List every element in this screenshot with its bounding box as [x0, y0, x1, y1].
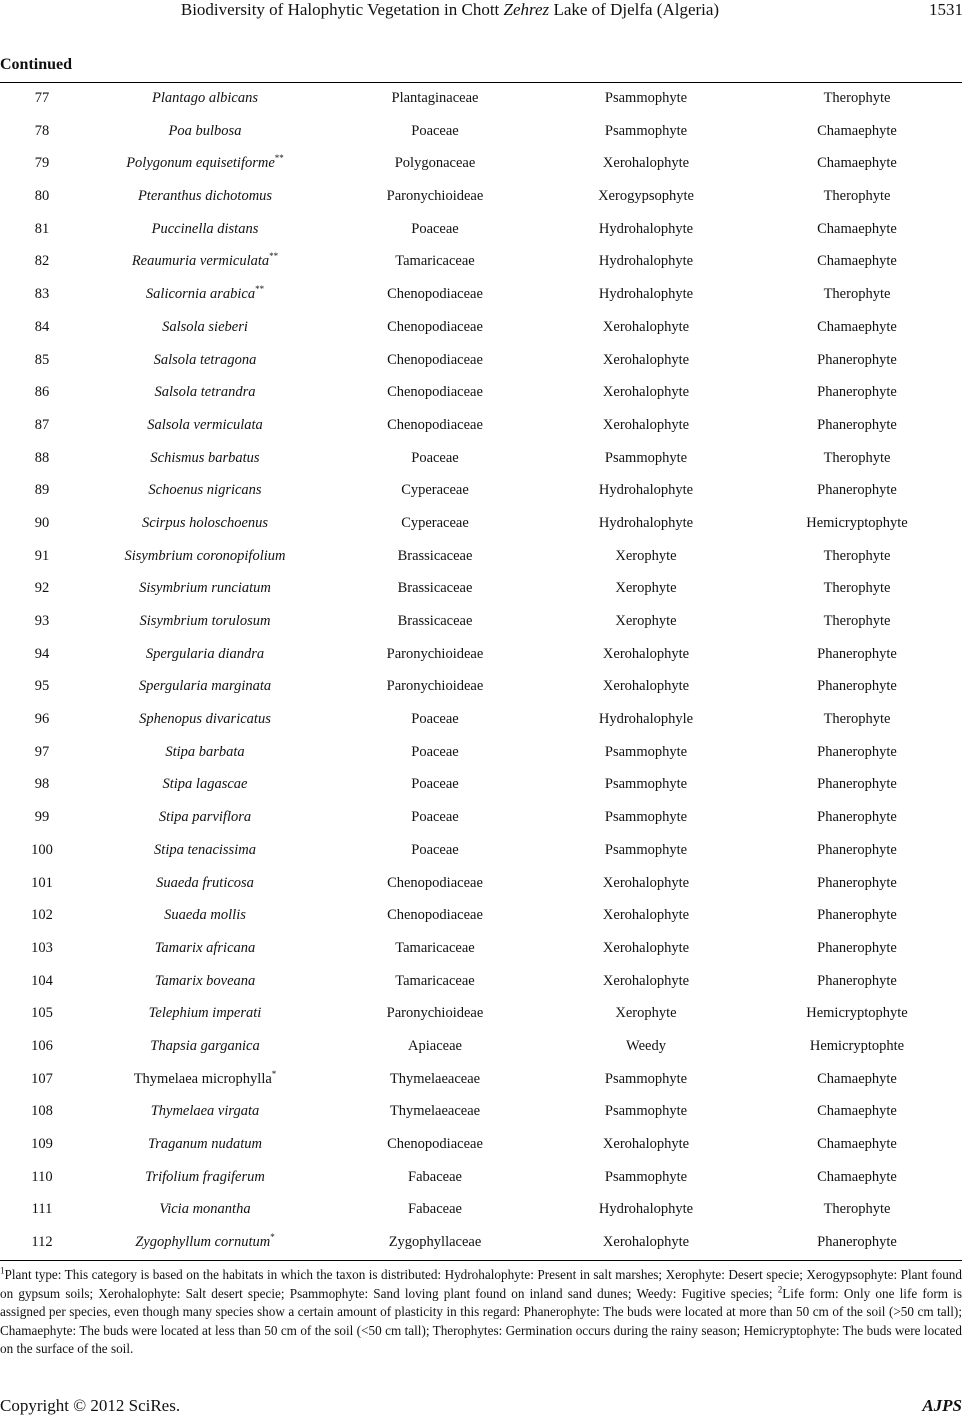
plant-type: Hydrohalophyte: [598, 514, 694, 531]
family: Thymelaeaceae: [389, 1070, 481, 1087]
species-name: Trifolium fragiferum: [145, 1168, 265, 1185]
family: Poaceae: [411, 711, 459, 728]
species-name: Polygonum equisetiforme: [126, 155, 275, 172]
species-name: Sphenopus divaricatus: [139, 711, 271, 728]
life-form: Chamaephyte: [817, 1136, 897, 1152]
page-footer: [0, 1396, 962, 1416]
row-number: 96: [34, 711, 50, 728]
species-name-cell: [85, 646, 325, 663]
family: Poaceae: [411, 776, 459, 793]
family: Chenopodiaceae: [387, 874, 483, 891]
life-form: Phanerophyte: [817, 645, 897, 662]
table-row: [0, 313, 962, 346]
plant-type: Psammophyte: [604, 809, 688, 826]
row-number: 99: [34, 809, 50, 826]
table-row: [0, 607, 962, 640]
life-form: Hemicryptophte: [809, 1037, 905, 1054]
life-form: Phanerophyte: [817, 384, 897, 401]
plant-type: Psammophyte: [604, 743, 688, 760]
table-row: [0, 901, 962, 934]
table-row: [0, 803, 962, 836]
species-name: Salsola vermiculata: [147, 416, 263, 433]
plant-type: Xerohalophyte: [602, 416, 690, 433]
life-form: Chamaephyte: [817, 1103, 897, 1120]
family: Poaceae: [411, 841, 459, 858]
table-bottom-rule: [0, 1260, 962, 1261]
life-form: Chamaephyte: [817, 253, 897, 270]
life-form: Phanerophyte: [817, 874, 897, 891]
row-number: 94: [34, 645, 50, 662]
plant-type: Xerophyte: [615, 547, 677, 564]
row-number: 86: [34, 384, 50, 401]
species-name-cell: [85, 221, 325, 238]
family: Tamaricaceae: [395, 939, 475, 956]
family: Apiaceae: [408, 1037, 462, 1054]
plant-type: Xerohalophyte: [602, 645, 690, 662]
species-name: Thymelaea virgata: [150, 1103, 260, 1120]
family: Brassicaceae: [397, 580, 473, 597]
family: Poaceae: [411, 743, 459, 760]
species-name-cell: [85, 352, 325, 369]
plant-type: Hydrohalophyle: [598, 711, 694, 728]
row-number: 92: [34, 580, 50, 597]
family: Paronychioideae: [386, 1005, 484, 1022]
table-row: [0, 476, 962, 509]
family: Paronychioideae: [386, 645, 484, 662]
species-name: Zygophyllum cornutum: [135, 1234, 271, 1251]
life-form: Chamaephyte: [817, 318, 897, 335]
life-form: Hemicryptophyte: [806, 514, 908, 531]
table-row: [0, 672, 962, 705]
life-form: Therophyte: [823, 188, 891, 205]
row-number: 98: [34, 776, 50, 793]
life-form: Phanerophyte: [817, 416, 897, 433]
family: Chenopodiaceae: [387, 1136, 483, 1152]
family: Tamaricaceae: [395, 972, 475, 989]
life-form: Therophyte: [823, 711, 891, 728]
species-name-cell: [85, 482, 325, 499]
row-number: 95: [34, 678, 50, 695]
footnote-life-form: Life form: Only one life form is assigned per species, even though many species show a certain amount of plasticity in this regard: Phanerophyte: The buds were located at more than 50 cm of the soil (>50 cm tall); Chamaephyte: The buds were located at less than 50 cm of the soil (<50 cm tall); Therophytes: Germination occurs during the rainy season; Hemicryptophyte: The buds were located on the surface of the soil.: [0, 1285, 962, 1357]
species-name-cell: [85, 450, 325, 467]
species-name: Salsola tetragona: [153, 351, 257, 368]
species-name: Traganum nudatum: [147, 1136, 262, 1152]
species-name: Stipa lagascae: [162, 776, 248, 793]
footnote-plant-type: Plant type: This category is based on the habitats in which the taxon is distributed: Hydrohalophyte: Present in salt marshes; Xerophyte: Desert specie; Xerogypsophyte: Plant found on gypsum soils; Xerohalophyte: Salt desert specie; Psammophyte: Sand loving plant found on inland sand dunes; Weedy: Fugitive species;: [0, 1267, 962, 1301]
row-number: 80: [34, 188, 50, 205]
plant-type: Xerohalophyte: [602, 907, 690, 924]
plant-type: Xerohalophyte: [602, 384, 690, 401]
family: Chenopodiaceae: [387, 384, 483, 401]
species-name: Tamarix africana: [154, 939, 256, 956]
species-name: Scirpus holoschoenus: [141, 514, 269, 531]
row-number: 93: [34, 613, 50, 629]
life-form: Therophyte: [823, 580, 891, 597]
species-name: Pteranthus dichotomus: [137, 188, 273, 205]
table-row: [0, 705, 962, 738]
journal-abbrev: AJPS: [922, 1396, 962, 1415]
species-name-cell: [85, 678, 325, 695]
row-number: 84: [34, 318, 50, 335]
species-name: Spergularia diandra: [145, 645, 265, 662]
species-note-marker: **: [269, 251, 279, 262]
species-name-cell: [85, 711, 325, 728]
family: Cyperaceae: [401, 514, 469, 531]
row-number: 102: [31, 907, 53, 924]
table-row: [0, 640, 962, 673]
species-name: Sisymbrium coronopifolium: [124, 547, 286, 564]
species-name-cell: [85, 1038, 325, 1055]
life-form: Phanerophyte: [817, 678, 897, 695]
row-number: 85: [34, 351, 50, 368]
family: Chenopodiaceae: [387, 318, 483, 335]
table-row: [0, 247, 962, 280]
species-name-cell: [85, 188, 325, 205]
species-name-cell: [85, 319, 325, 336]
species-name-cell: [85, 580, 325, 597]
species-name: Reaumuria vermiculata: [131, 253, 270, 270]
row-number: 78: [34, 122, 50, 139]
species-name-cell: [85, 417, 325, 434]
row-number: 110: [31, 1168, 53, 1185]
table-row: [0, 1163, 962, 1196]
plant-type: Psammophyte: [604, 1103, 688, 1120]
plant-type: Xerohalophyte: [602, 874, 690, 891]
plant-type: Hydrohalophyte: [598, 482, 694, 499]
row-number: 109: [31, 1136, 53, 1152]
table-row: [0, 542, 962, 575]
life-form: Phanerophyte: [817, 743, 897, 760]
plant-type: Xerohalophyte: [602, 678, 690, 695]
species-name: Puccinella distans: [151, 220, 259, 237]
species-name-cell: [85, 1068, 325, 1088]
table-row: [0, 1130, 962, 1163]
table-row: [0, 117, 962, 150]
species-name: Suaeda mollis: [164, 907, 246, 924]
life-form: Therophyte: [823, 547, 891, 564]
family: Brassicaceae: [397, 547, 473, 564]
row-number: 89: [34, 482, 50, 499]
family: Chenopodiaceae: [387, 286, 483, 303]
copyright: Copyright © 2012 SciRes.: [0, 1396, 181, 1415]
plant-type: Psammophyte: [604, 1070, 688, 1087]
species-name-cell: [85, 1201, 325, 1218]
table-row: [0, 509, 962, 542]
plant-type: Psammophyte: [604, 776, 688, 793]
life-form: Phanerophyte: [817, 1234, 897, 1251]
table-row: [0, 215, 962, 248]
species-name-cell: [85, 155, 325, 172]
row-number: 107: [31, 1070, 53, 1087]
family: Cyperaceae: [401, 482, 469, 499]
life-form: Hemicryptophyte: [806, 1005, 908, 1022]
family: Paronychioideae: [386, 678, 484, 695]
family: Polygonaceae: [394, 155, 476, 172]
row-number: 103: [31, 939, 53, 956]
row-number: 108: [31, 1103, 53, 1120]
species-name-cell: [85, 384, 325, 401]
row-number: 100: [31, 841, 53, 858]
species-table: [0, 84, 962, 1261]
family: Plantaginaceae: [391, 90, 479, 106]
species-name-cell: [85, 1103, 325, 1120]
species-name-cell: [85, 776, 325, 793]
species-name-cell: [85, 253, 325, 270]
plant-type: Xerohalophyte: [602, 1136, 690, 1152]
plant-type: Psammophyte: [604, 122, 688, 139]
life-form: Phanerophyte: [817, 972, 897, 989]
row-number: 111: [31, 1201, 53, 1218]
table-row: [0, 411, 962, 444]
row-number: 90: [34, 514, 50, 531]
species-name-cell: [85, 809, 325, 826]
life-form: Phanerophyte: [817, 482, 897, 499]
plant-type: Hydrohalophyte: [598, 286, 694, 303]
row-number: 83: [34, 286, 50, 303]
species-name: Salsola sieberi: [162, 318, 248, 335]
life-form: Phanerophyte: [817, 776, 897, 793]
table-row: [0, 1195, 962, 1228]
plant-type: Xerophyte: [615, 613, 677, 629]
species-name: Stipa tenacissima: [154, 841, 256, 858]
table-row: [0, 346, 962, 379]
table-continued-label: Continued: [0, 56, 73, 73]
species-name: Salsola tetrandra: [154, 384, 256, 401]
table-footnote: [0, 1266, 962, 1359]
page-number: 1531: [929, 0, 963, 19]
species-note-marker: *: [270, 1232, 275, 1243]
table-row: [0, 999, 962, 1032]
table-row: [0, 934, 962, 967]
life-form: Chamaephyte: [817, 122, 897, 139]
table-top-rule: [0, 82, 962, 83]
species-name-cell: [85, 515, 325, 532]
species-name-cell: [85, 613, 325, 630]
plant-type: Hydrohalophyte: [598, 1201, 694, 1218]
species-name: Schoenus nigricans: [148, 482, 262, 499]
life-form: Chamaephyte: [817, 1168, 897, 1185]
table-row: [0, 836, 962, 869]
life-form: Therophyte: [823, 286, 891, 303]
species-name: Sisymbrium runciatum: [139, 580, 271, 597]
life-form: Therophyte: [823, 449, 891, 466]
table-row: [0, 378, 962, 411]
row-number: 79: [34, 155, 50, 172]
species-name: Suaeda fruticosa: [156, 874, 254, 891]
plant-type: Xerohalophyte: [602, 1234, 690, 1251]
title-italic: Zehrez: [503, 0, 550, 19]
family: Tamaricaceae: [395, 253, 475, 270]
species-name-cell: [85, 1005, 325, 1022]
life-form: Chamaephyte: [817, 220, 897, 237]
row-number: 88: [34, 449, 50, 466]
species-name: Schismus barbatus: [150, 449, 260, 466]
table-row: [0, 1228, 962, 1261]
plant-type: Psammophyte: [604, 841, 688, 858]
life-form: Therophyte: [823, 90, 891, 106]
species-name: Sisymbrium torulosum: [139, 613, 271, 629]
life-form: Therophyte: [823, 613, 891, 629]
plant-type: Xerophyte: [615, 580, 677, 597]
family: Thymelaeaceae: [389, 1103, 481, 1120]
species-name: Telephium imperati: [148, 1005, 262, 1022]
plant-type: Xerophyte: [615, 1005, 677, 1022]
family: Fabaceae: [408, 1201, 462, 1218]
plant-type: Weedy: [626, 1037, 666, 1054]
table-row: [0, 182, 962, 215]
plant-type: Hydrohalophyte: [598, 220, 694, 237]
plant-type: Psammophyte: [604, 1168, 688, 1185]
species-name: Salicornia arabica: [145, 286, 256, 303]
running-title: [0, 0, 900, 20]
species-name-cell: [85, 1234, 325, 1251]
life-form: Phanerophyte: [817, 351, 897, 368]
family: Chenopodiaceae: [387, 351, 483, 368]
table-row: [0, 1097, 962, 1130]
life-form: Phanerophyte: [817, 907, 897, 924]
row-number: 112: [31, 1234, 53, 1251]
plant-type: Hydrohalophyte: [598, 253, 694, 270]
life-form: Phanerophyte: [817, 809, 897, 826]
family: Chenopodiaceae: [387, 416, 483, 433]
species-name-cell: [85, 1169, 325, 1186]
species-name-cell: [85, 907, 325, 924]
species-name-cell: [85, 940, 325, 957]
life-form: Phanerophyte: [817, 939, 897, 956]
plant-type: Xerohalophyte: [602, 351, 690, 368]
plant-type: Xerohalophyte: [602, 155, 690, 172]
running-header: [0, 0, 965, 24]
plant-type: Xerohalophyte: [602, 939, 690, 956]
table-row: [0, 280, 962, 313]
plant-type: Psammophyte: [604, 449, 688, 466]
species-name: Tamarix boveana: [154, 972, 256, 989]
row-number: 82: [34, 253, 50, 270]
table-row: [0, 967, 962, 1000]
row-number: 77: [34, 90, 50, 106]
family: Paronychioideae: [386, 188, 484, 205]
life-form: Chamaephyte: [817, 155, 897, 172]
table-row: [0, 770, 962, 803]
species-name-cell: [85, 842, 325, 859]
plant-type: Psammophyte: [604, 90, 688, 106]
species-note-marker: *: [271, 1068, 277, 1079]
life-form: Phanerophyte: [817, 841, 897, 858]
species-name: Poa bulbosa: [168, 122, 242, 139]
family: Poaceae: [411, 809, 459, 826]
row-number: 106: [31, 1037, 53, 1054]
title-text: Biodiversity of Halophytic Vegetation in Chott: [180, 0, 504, 19]
species-name-cell: [85, 123, 325, 140]
table-row: [0, 574, 962, 607]
species-name-cell: [85, 286, 325, 303]
table-row: [0, 869, 962, 902]
species-name-cell: [85, 744, 325, 761]
row-number: 87: [34, 416, 50, 433]
row-number: 105: [31, 1005, 53, 1022]
species-name: Vicia monantha: [159, 1201, 251, 1218]
species-name-cell: [85, 875, 325, 892]
table-row: [0, 1032, 962, 1065]
table-row: [0, 1065, 962, 1098]
family: Fabaceae: [408, 1168, 462, 1185]
table-row: [0, 84, 962, 117]
footnote-marker: 1: [0, 1265, 5, 1276]
row-number: 91: [34, 547, 50, 564]
species-name-cell: [85, 1136, 325, 1153]
family: Poaceae: [411, 122, 459, 139]
table-row: [0, 149, 962, 182]
species-name: Spergularia marginata: [138, 678, 272, 695]
species-name-cell: [85, 548, 325, 565]
family: Brassicaceae: [397, 613, 473, 629]
species-name-cell: [85, 90, 325, 107]
species-note-marker: **: [255, 284, 265, 295]
title-text-end: Lake of Djelfa (Algeria): [549, 0, 720, 19]
species-name: Stipa barbata: [165, 743, 245, 760]
family: Zygophyllaceae: [388, 1234, 482, 1251]
species-name: Stipa parviflora: [158, 809, 252, 826]
plant-type: Xerogypsophyte: [598, 188, 694, 205]
table-row: [0, 738, 962, 771]
species-name: Plantago albicans: [152, 90, 258, 106]
life-form: Chamaephyte: [817, 1070, 897, 1087]
species-name: Thymelaea microphylla: [133, 1070, 272, 1087]
species-name: Thapsia garganica: [150, 1037, 260, 1054]
family: Poaceae: [411, 449, 459, 466]
row-number: 97: [34, 743, 50, 760]
plant-type: Xerohalophyte: [602, 972, 690, 989]
family: Poaceae: [411, 220, 459, 237]
species-name-cell: [85, 973, 325, 990]
species-note-marker: **: [274, 153, 284, 164]
row-number: 104: [31, 972, 53, 989]
plant-type: Xerohalophyte: [602, 318, 690, 335]
row-number: 101: [31, 874, 53, 891]
family: Chenopodiaceae: [387, 907, 483, 924]
row-number: 81: [34, 220, 50, 237]
table-row: [0, 444, 962, 477]
footnote-marker: 2: [777, 1284, 783, 1295]
life-form: Therophyte: [823, 1201, 891, 1218]
